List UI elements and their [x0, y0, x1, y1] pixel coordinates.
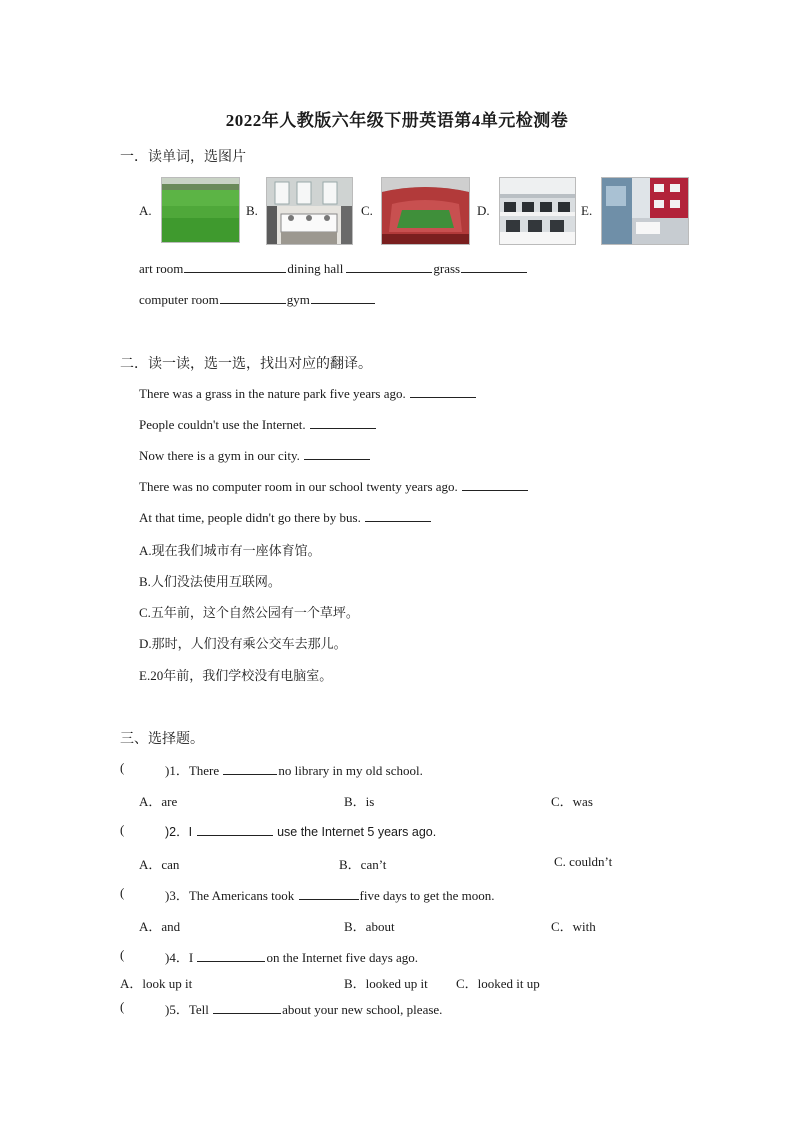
- translation-option-c: C.五年前，这个自然公园有一个草坪。: [139, 605, 359, 620]
- stadium-photo-icon: [381, 177, 470, 245]
- translation-option-d: D.那时，人们没有乘公交车去那儿。: [139, 636, 347, 651]
- computer-room-photo-icon: [499, 177, 576, 245]
- question-1-paren: (: [120, 760, 125, 775]
- word-computer-room: computer room: [139, 292, 219, 307]
- question-2-option-b: B．can’t: [339, 857, 387, 872]
- question-4-option-a: A．look up it: [120, 976, 193, 991]
- word-grass: grass: [433, 261, 461, 276]
- picture-letter-a: A.: [139, 203, 152, 218]
- question-3-option-a: A．and: [139, 919, 181, 934]
- picture-letter-c: C.: [361, 203, 373, 218]
- sentence-3: Now there is a gym in our city.: [139, 447, 371, 464]
- answer-blank[interactable]: [197, 823, 273, 836]
- answer-blank[interactable]: [462, 478, 528, 491]
- answer-blank[interactable]: [184, 260, 286, 273]
- answer-blank[interactable]: [310, 416, 376, 429]
- dining-hall-photo-icon: [266, 177, 353, 245]
- answer-blank[interactable]: [365, 509, 431, 522]
- answer-blank[interactable]: [299, 887, 359, 900]
- question-1: )1．There no library in my old school.: [165, 763, 423, 778]
- section3-heading: 三、选择题。: [120, 732, 204, 747]
- question-4: )4．I on the Internet five days ago.: [165, 950, 419, 965]
- section1-heading: 一．读单词，选图片: [120, 150, 246, 165]
- sentence-2: People couldn't use the Internet.: [139, 416, 377, 433]
- translation-option-b: B.人们没法使用互联网。: [139, 574, 281, 589]
- answer-blank[interactable]: [410, 385, 476, 398]
- question-3: )3．The Americans took five days to get the moon.: [165, 888, 495, 903]
- answer-blank[interactable]: [311, 291, 375, 304]
- answer-blank[interactable]: [213, 1001, 281, 1014]
- answer-blank[interactable]: [197, 949, 265, 962]
- art-room-photo-icon: [601, 177, 689, 245]
- word-art-room: art room: [139, 261, 184, 276]
- question-2-paren: (: [120, 822, 125, 837]
- question-3-option-c: C．with: [551, 919, 596, 934]
- answer-blank[interactable]: [223, 762, 277, 775]
- question-5: )5．Tell about your new school, please.: [165, 1002, 443, 1017]
- page-title: 2022年人教版六年级下册英语第4单元检测卷: [225, 111, 569, 130]
- answer-blank[interactable]: [220, 291, 286, 304]
- word-line-1: [139, 260, 528, 277]
- question-2-option-c: C. couldn’t: [554, 854, 613, 869]
- question-1-option-b: B．is: [344, 794, 375, 809]
- translation-option-a: A.现在我们城市有一座体育馆。: [139, 543, 321, 558]
- sentence-1: There was a grass in the nature park five years ago.: [139, 385, 477, 402]
- sentence-4: There was no computer room in our school twenty years ago.: [139, 478, 529, 495]
- word-gym: gym: [286, 292, 310, 307]
- question-2-option-a: A．can: [139, 857, 180, 872]
- question-2: )2．I use the Internet 5 years ago.: [165, 825, 437, 839]
- picture-letter-e: E.: [581, 203, 593, 218]
- picture-letter-b: B.: [246, 203, 258, 218]
- question-5-paren: (: [120, 999, 125, 1014]
- grass-field-photo-icon: [161, 177, 240, 243]
- section2-heading: 二．读一读，选一选，找出对应的翻译。: [120, 357, 372, 372]
- picture-letter-d: D.: [477, 203, 490, 218]
- question-4-option-c: C．looked it up: [456, 976, 540, 991]
- question-1-option-a: A．are: [139, 794, 178, 809]
- answer-blank[interactable]: [304, 447, 370, 460]
- word-dining-hall: dining hall: [287, 261, 344, 276]
- question-4-option-b: B．looked up it: [344, 976, 428, 991]
- answer-blank[interactable]: [461, 260, 527, 273]
- question-4-paren: (: [120, 947, 125, 962]
- sentence-5: At that time, people didn't go there by bus.: [139, 509, 432, 526]
- word-line-2: [139, 291, 376, 308]
- question-3-option-b: B．about: [344, 919, 395, 934]
- translation-option-e: E.20年前，我们学校没有电脑室。: [139, 668, 333, 683]
- question-1-option-c: C．was: [551, 794, 593, 809]
- question-3-paren: (: [120, 885, 125, 900]
- answer-blank[interactable]: [346, 260, 432, 273]
